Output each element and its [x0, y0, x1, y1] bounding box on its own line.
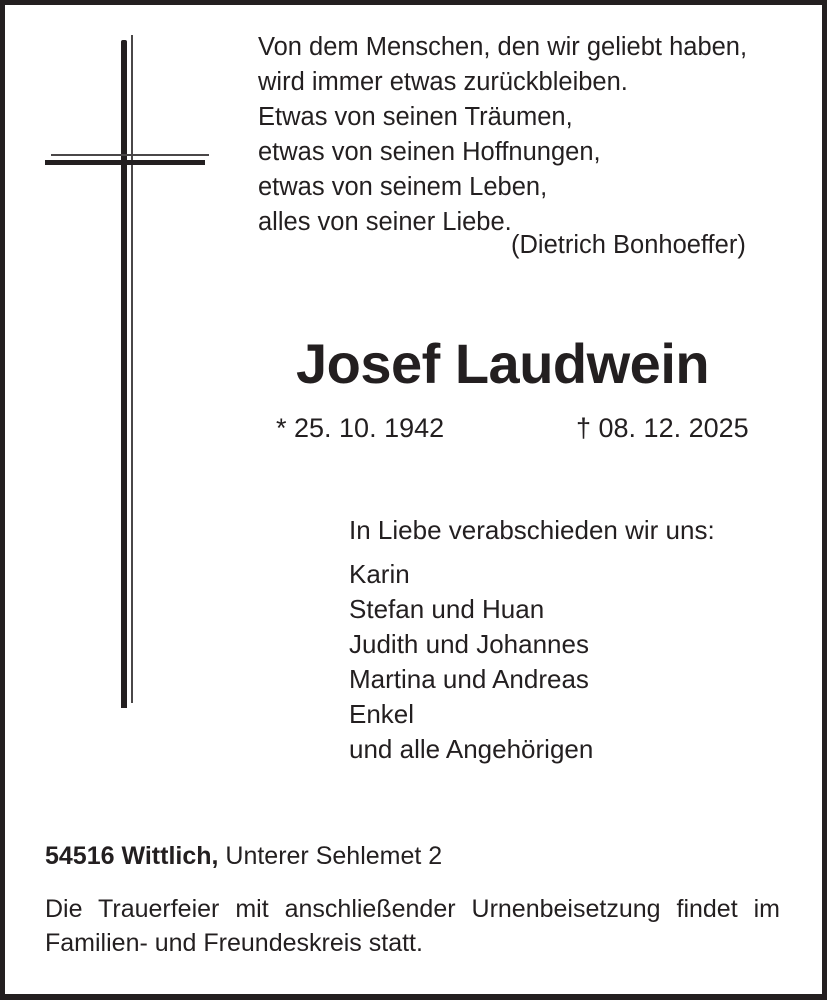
mourners-list: [349, 557, 593, 767]
quote-line: Etwas von seinen Träumen,: [258, 103, 573, 131]
bonhoeffer-quote: [258, 30, 747, 240]
quote-line: etwas von seinem Leben,: [258, 173, 548, 201]
mourner: Enkel: [349, 699, 415, 729]
mourner: und alle Angehörigen: [349, 734, 594, 764]
quote-line: Von dem Menschen, den wir geliebt haben,: [258, 33, 748, 61]
birth-date: * 25. 10. 1942: [276, 413, 445, 443]
quote-line: alles von seiner Liebe.: [258, 208, 512, 236]
address-city: 54516 Wittlich,: [45, 842, 219, 870]
quote-line: etwas von seinen Hoffnungen,: [258, 138, 601, 166]
mourner: Karin: [349, 559, 410, 589]
death-date: † 08. 12. 2025: [576, 413, 749, 443]
cross-thin-vertical: [131, 35, 133, 703]
address: [45, 838, 442, 874]
cross-thin-horizontal: [51, 154, 209, 156]
deceased-name: Josef Laudwein: [296, 332, 710, 395]
mourner: Stefan und Huan: [349, 594, 545, 624]
mourner: Martina und Andreas: [349, 664, 589, 694]
cross-thick-vertical: [121, 40, 127, 708]
quote-line: wird immer etwas zurückbleiben.: [258, 68, 628, 96]
address-street: Unterer Sehlemet 2: [218, 842, 443, 870]
quote-author: (Dietrich Bonhoeffer): [511, 231, 746, 259]
mourner: Judith und Johannes: [349, 629, 589, 659]
funeral-notice: Die Trauerfeier mit anschließender Urnenbeisetzung findet im Familien- und Freundeskreis statt.: [45, 895, 780, 957]
farewell-intro: In Liebe verabschieden wir uns:: [349, 515, 715, 545]
cross-thick-horizontal: [45, 160, 205, 165]
